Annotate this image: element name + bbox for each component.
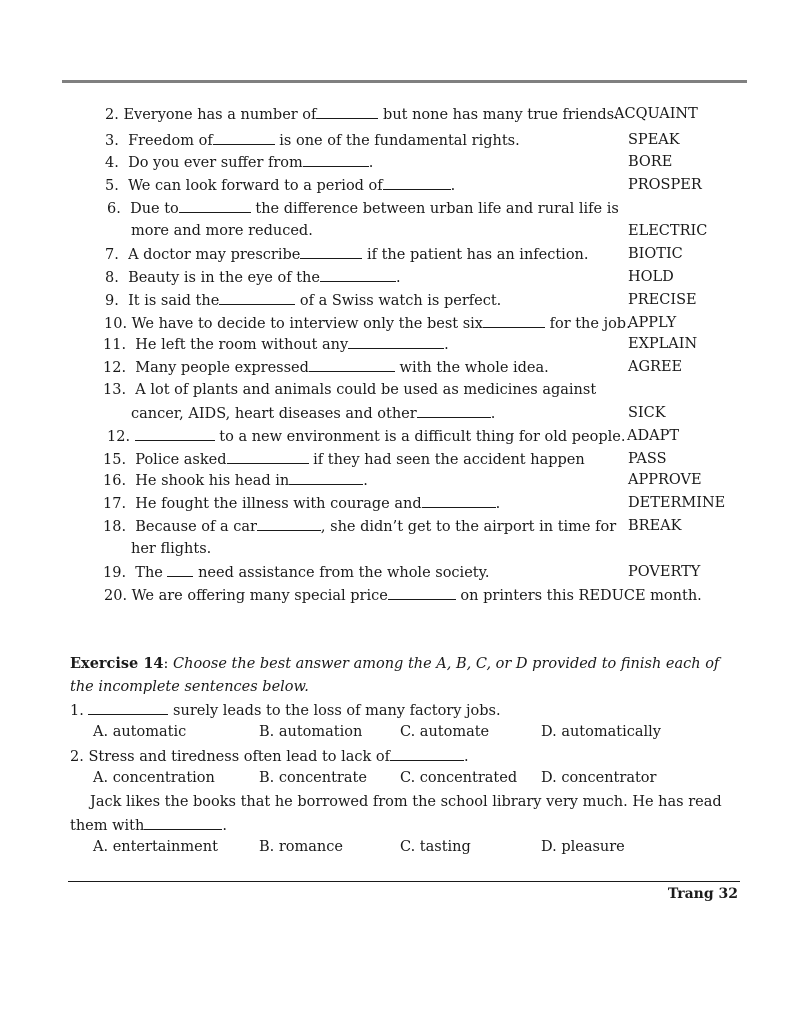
question-3-line2: them with . <box>70 818 227 834</box>
keyword: POVERTY <box>628 564 701 580</box>
option-2c: C. concentrated <box>400 770 518 786</box>
option-3a: A. entertainment <box>93 839 218 855</box>
list-item: 15. Police asked if they had seen the accident happen <box>103 452 585 468</box>
list-item-continuation: her flights. <box>131 541 212 557</box>
option-1b: B. automation <box>259 724 363 740</box>
keyword: APPROVE <box>628 472 702 488</box>
top-divider <box>62 80 747 83</box>
list-item: 11. He left the room without any . <box>103 337 449 353</box>
keyword: PASS <box>628 451 667 467</box>
option-2a: A. concentration <box>93 770 215 786</box>
list-item: 8. Beauty is in the eye of the . <box>105 270 401 286</box>
exercise-title: Exercise 14 <box>70 655 164 672</box>
keyword: HOLD <box>628 269 674 285</box>
list-item: 18. Because of a car , she didn’t get to the airport in time for <box>103 519 617 535</box>
keyword: ADAPT <box>627 428 679 444</box>
list-item: 20. We are offering many special price on printers this REDUCE month. <box>104 588 702 604</box>
list-item: 12. Many people expressed with the whole idea. <box>103 360 549 376</box>
option-2d: D. concentrator <box>541 770 657 786</box>
option-1a: A. automatic <box>93 724 187 740</box>
list-item: 10. We have to decide to interview only the best six for the job. <box>104 316 631 332</box>
list-item: 4. Do you ever suffer from . <box>105 155 374 171</box>
keyword: APPLY <box>628 315 677 331</box>
list-item: 19. The need assistance from the whole society. <box>103 565 490 581</box>
list-item: 16. He shook his head in . <box>103 473 368 489</box>
keyword: PRECISE <box>628 292 697 308</box>
list-item: 13. A lot of plants and animals could be used as medicines against <box>103 382 597 398</box>
list-item: 17. He fought the illness with courage and . <box>103 496 501 512</box>
footer-divider <box>68 881 740 882</box>
list-item-continuation: cancer, AIDS, heart diseases and other . <box>131 406 496 422</box>
option-1d: D. automatically <box>541 724 661 740</box>
option-3d: D. pleasure <box>541 839 625 855</box>
list-item: 3. Freedom of is one of the fundamental rights. <box>105 133 520 149</box>
question-3-line1: Jack likes the books that he borrowed from the school library very much. He has read <box>90 794 722 810</box>
list-item: 5. We can look forward to a period of . <box>105 178 456 194</box>
list-item: 7. A doctor may prescribe if the patient has an infection. <box>105 247 589 263</box>
list-item: 2. Everyone has a number of but none has many true friends. <box>105 107 619 123</box>
keyword: ACQUAINT <box>614 106 698 122</box>
option-2b: B. concentrate <box>259 770 367 786</box>
keyword: SPEAK <box>628 132 680 148</box>
list-item: 9. It is said the of a Swiss watch is perfect. <box>105 293 502 309</box>
option-3c: C. tasting <box>400 839 471 855</box>
keyword: BORE <box>628 154 673 170</box>
exercise-14-instruction: Exercise 14: Choose the best answer among the A, B, C, or D provided to finish each of the incomplete sentences below. <box>70 655 720 695</box>
list-item-continuation: more and more reduced. <box>131 223 313 239</box>
keyword: BIOTIC <box>628 246 683 262</box>
keyword: AGREE <box>628 359 683 375</box>
keyword: DETERMINE <box>628 495 726 511</box>
keyword: EXPLAIN <box>628 336 698 352</box>
question-2: 2. Stress and tiredness often lead to lack of . <box>70 749 469 765</box>
page-number: Trang 32 <box>667 886 738 902</box>
list-item: 12. to a new environment is a difficult thing for old people. <box>107 429 626 445</box>
question-1: 1. surely leads to the loss of many factory jobs. <box>70 703 501 719</box>
keyword: PROSPER <box>628 177 702 193</box>
keyword: BREAK <box>628 518 682 534</box>
option-1c: C. automate <box>400 724 490 740</box>
keyword: ELECTRIC <box>628 223 708 239</box>
option-3b: B. romance <box>259 839 343 855</box>
list-item: 6. Due to the difference between urban life and rural life is <box>107 201 619 217</box>
keyword: SICK <box>628 405 666 421</box>
